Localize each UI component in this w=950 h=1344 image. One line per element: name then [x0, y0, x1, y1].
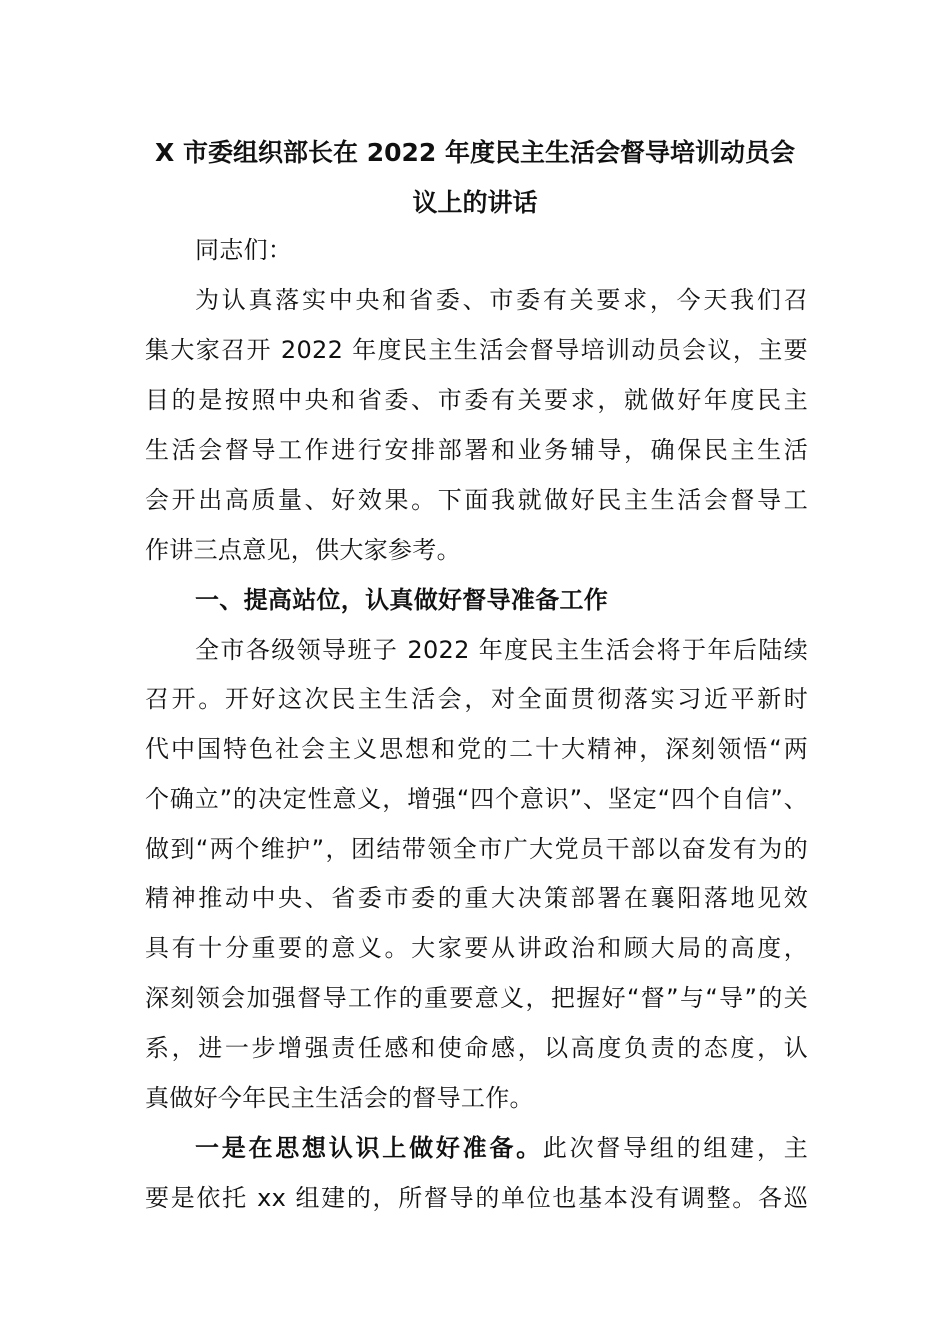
- title-line-2: 议上的讲话: [412, 188, 538, 217]
- salutation: 同志们：: [195, 236, 293, 264]
- paragraph-line: 为认真落实中央和省委、市委有关要求，今天我们召: [195, 286, 808, 314]
- paragraph-line: 集大家召开 2022 年度民主生活会督导培训动员会议，主要: [145, 336, 808, 364]
- paragraph-line: 代中国特色社会主义思想和党的二十大精神，深刻领悟“两: [145, 735, 808, 763]
- paragraph-line: 生活会督导工作进行安排部署和业务辅导，确保民主生活: [145, 436, 808, 464]
- paragraph-line: 精神推动中央、省委市委的重大决策部署在襄阳落地见效: [145, 884, 808, 912]
- paragraph-line: 作讲三点意见，供大家参考。: [145, 536, 461, 564]
- paragraph-line: 具有十分重要的意义。大家要从讲政治和顾大局的高度，: [145, 934, 808, 962]
- paragraph-line: 做到“两个维护”，团结带领全市广大党员干部以奋发有为的: [145, 835, 808, 863]
- inline-bold-phrase: 一是在思想认识上做好准备。: [195, 1134, 543, 1162]
- paragraph-line: 目的是按照中央和省委、市委有关要求，就做好年度民主: [145, 386, 808, 414]
- section-heading: 一、提高站位，认真做好督导准备工作: [195, 586, 609, 614]
- document-title: [130, 128, 820, 228]
- title-line-1: X 市委组织部长在 2022 年度民主生活会督导培训动员会: [155, 138, 795, 167]
- paragraph-line: 召开。开好这次民主生活会，对全面贯彻落实习近平新时: [145, 685, 808, 713]
- paragraph-line: 系，进一步增强责任感和使命感，以高度负责的态度，认: [145, 1034, 808, 1062]
- inline-text: 此次督导组的组建，主: [542, 1134, 809, 1162]
- paragraph-line: 深刻领会加强督导工作的重要意义，把握好“督”与“导”的关: [145, 984, 808, 1012]
- paragraph-line: 个确立”的决定性意义，增强“四个意识”、坚定“四个自信”、: [145, 785, 808, 813]
- paragraph-line: [195, 1132, 808, 1164]
- paragraph-line: 全市各级领导班子 2022 年度民主生活会将于年后陆续: [195, 636, 808, 664]
- paragraph-line: 要是依托 xx 组建的，所督导的单位也基本没有调整。各巡: [145, 1184, 808, 1212]
- paragraph-line: 会开出高质量、好效果。下面我就做好民主生活会督导工: [145, 486, 808, 514]
- paragraph-line: 真做好今年民主生活会的督导工作。: [145, 1084, 534, 1112]
